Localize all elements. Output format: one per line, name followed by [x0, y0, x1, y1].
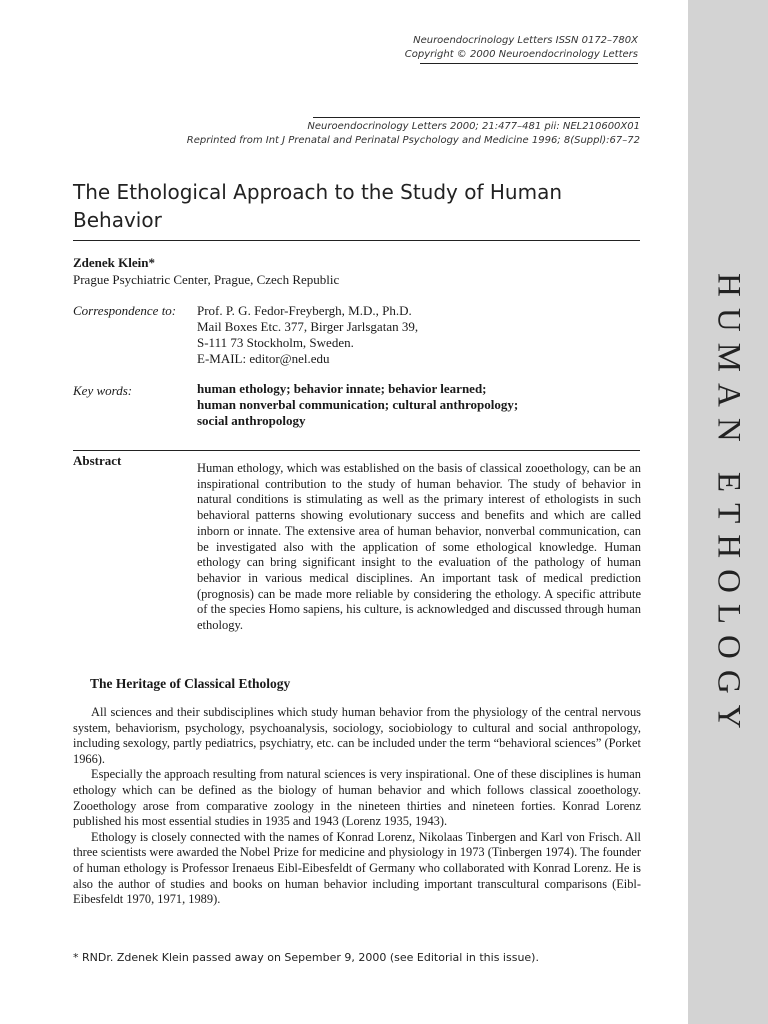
citation-block	[187, 120, 640, 148]
correspondence-line: Prof. P. G. Fedor-Freybergh, M.D., Ph.D.	[197, 303, 412, 318]
sidebar-title-wrap	[688, 226, 768, 786]
reprint-line: Reprinted from Int J Prenatal and Perinatal Psychology and Medicine 1996; 8(Suppl):67–72	[186, 135, 640, 146]
citation-rule	[313, 117, 640, 118]
copyright-line: Copyright © 2000 Neuroendocrinology Letters	[404, 49, 638, 60]
abstract-rule	[73, 450, 640, 451]
keywords-line: social anthropology	[197, 413, 306, 428]
body-paragraph: All sciences and their subdisciplines which study human behavior from the physiology of the central nervous system, behaviorism, psychology, psychoanalysis, sociology, sociobiology to cultural and social anthropology, including sexology, partly pediatrics, psychiatry, etc. can be included under the term “behavioral sciences” (Porket 1966).	[73, 705, 641, 766]
correspondence-line: S-111 73 Stockholm, Sweden.	[197, 335, 354, 350]
keywords-list	[197, 381, 637, 429]
correspondence-line: Mail Boxes Etc. 377, Birger Jarlsgatan 39,	[197, 319, 419, 334]
keywords-label: Key words:	[73, 383, 133, 398]
correspondence-email[interactable]: E-MAIL: editor@nel.edu	[197, 351, 330, 366]
body-text	[73, 705, 641, 908]
keywords-line: human nonverbal communication; cultural anthropology;	[197, 397, 519, 412]
author-affiliation: Prague Psychiatric Center, Prague, Czech Republic	[73, 272, 340, 287]
section-heading: The Heritage of Classical Ethology	[90, 676, 291, 691]
journal-issn: Neuroendocrinology Letters ISSN 0172–780X	[413, 35, 638, 46]
correspondence-address	[197, 303, 418, 367]
correspondence-label: Correspondence to:	[73, 303, 177, 318]
section-sidebar	[688, 0, 768, 1024]
author-name: Zdenek Klein*	[73, 255, 155, 270]
keywords-line: human ethology; behavior innate; behavior learned;	[197, 381, 487, 396]
header-rule-top	[420, 63, 638, 64]
abstract-label: Abstract	[73, 453, 122, 468]
article-title: The Ethological Approach to the Study of Human Behavior	[73, 180, 563, 232]
body-paragraph: Ethology is closely connected with the names of Konrad Lorenz, Nikolaas Tinbergen and Karl von Frisch. All three scientists were awarded the Nobel Prize for medicine and physiology in 1973 (Tinbergen 1974). The founder of human ethology is Professor Irenaeus Eibl-Eibesfeldt of Germany who collaborated with Konrad Lorenz. He is also the author of studies and books on human behavior including important transcultural comparisons (Eibl-Eibesfeldt 1970, 1971, 1989).	[73, 829, 641, 907]
title-rule	[73, 240, 640, 241]
abstract-text: Human ethology, which was established on the basis of classical zooethology, can be an inspirational contribution to the study of human behavior. The study of behavior in natural conditions is stimulating as well as the primary interest of ethologists in such behavioral patterns showing evolutionary success and benefits and which are called inborn or innate. The extensive area of human behavior, nonverbal communication, can be investigated also with the application of some ethological knowledge. Human ethology can bring significant insight to the evaluation of the pathology of human behavior in various medical disciplines. An important task of medical prediction (prognosis) can be made more reliable by considering the ethology. A specific attribute of the species Homo sapiens, his culture, is acknowledged and discussed through human ethology.	[197, 461, 641, 633]
citation-line: Neuroendocrinology Letters 2000; 21:477–481 pii: NEL210600X01	[307, 121, 640, 132]
body-paragraph: Especially the approach resulting from natural sciences is very inspirational. One of these disciplines is human ethology which can be defined as the biology of human behavior and which follows classical zooethology. Zooethology arose from comparative zoology in the nineteen thirties and nineteen forties. Konrad Lorenz published his most essential studies in 1935 and 1943 (Lorenz 1935, 1943).	[73, 767, 641, 829]
footnote: * RNDr. Zdenek Klein passed away on Sepember 9, 2000 (see Editorial in this issue).	[73, 951, 539, 964]
sidebar-section-title: HUMAN ETHOLOGY	[710, 272, 747, 740]
journal-header	[405, 34, 638, 62]
